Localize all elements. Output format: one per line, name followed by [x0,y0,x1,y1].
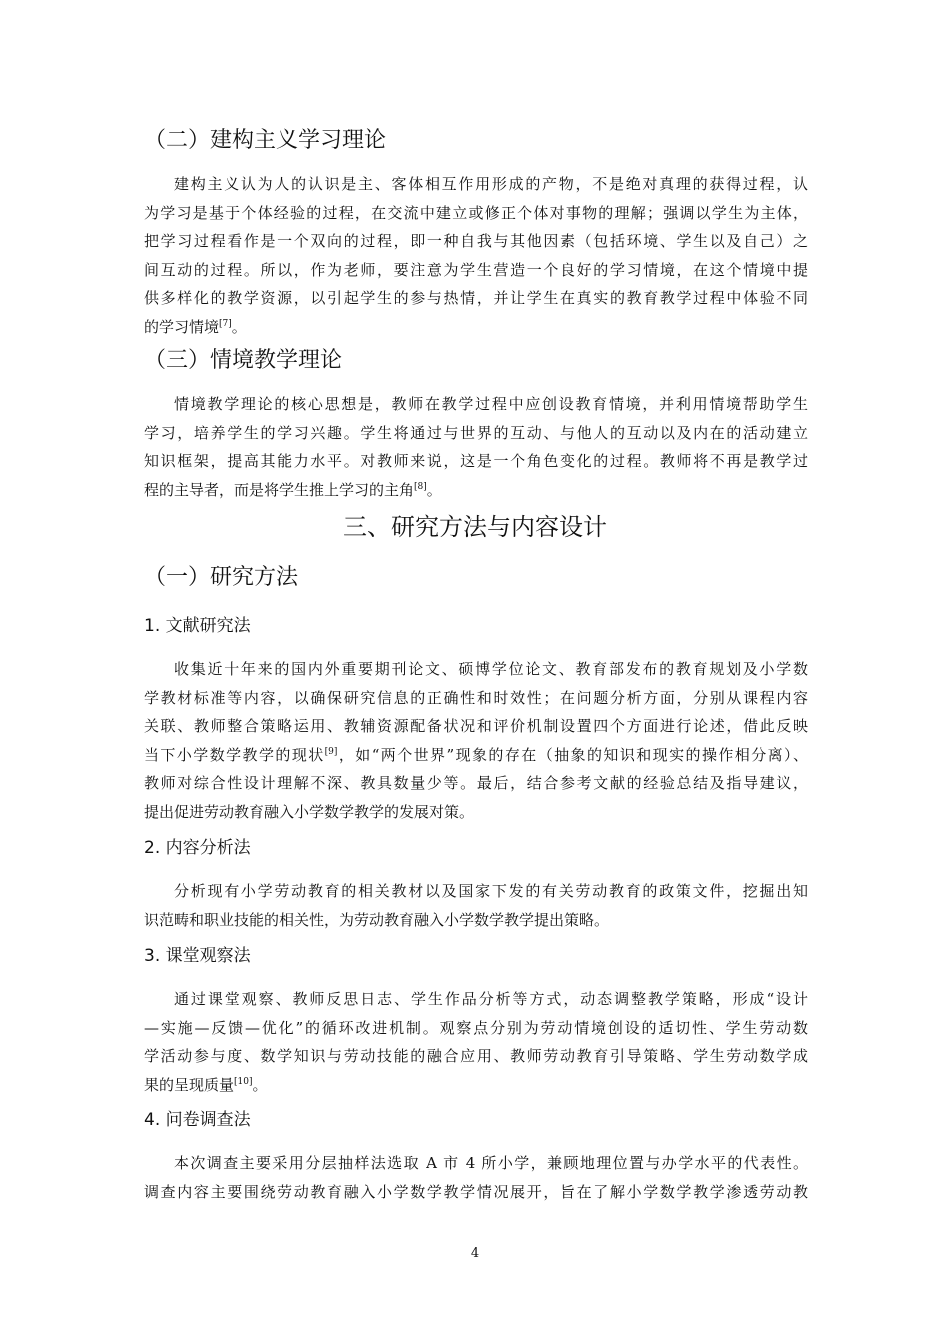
method-heading-literature: 1. 文献研究法 [144,616,251,636]
text-line: 供多样化的教学资源，以引起学生的参与热情，并让学生在真实的教育教学过程中体验不同 [144,289,808,307]
text-line: 本次调查主要采用分层抽样法选取 A 市 4 所小学，兼顾地理位置与办学水平的代表性。 [174,1154,808,1172]
text-line: 教师对综合性设计理解不深、教具数量少等。最后，结合参考文献的经验总结及指导建议， [144,774,808,792]
paragraph-content-analysis [144,877,808,934]
section-heading-constructivism: （二）建构主义学习理论 [144,128,387,153]
citation-mark: [10] [234,1076,253,1087]
text-line: 学习，培养学生的学习兴趣。学生将通过与世界的互动、与他人的互动以及内在的活动建立 [144,423,808,442]
text-line: 识范畴和职业技能的相关性，为劳动教育融入小学数学教学提出策略。 [144,910,610,929]
text-line [144,741,808,770]
text-run: 的学习情境 [144,317,220,336]
text-line: 分析现有小学劳动教育的相关教材以及国家下发的有关劳动教育的政策文件，挖掘出知 [174,882,808,900]
citation-mark: [7] [219,318,232,329]
text-line: 知识框架，提高其能力水平。对教师来说，这是一个角色变化的过程。教师将不再是教学过 [144,452,808,470]
text-run: 。 [426,480,442,499]
text-line [144,313,808,342]
page-number: 4 [470,1246,480,1261]
text-run: 程的主导者，而是将学生推上学习的主角 [144,480,415,499]
text-line: —实施—反馈—优化”的循环改进机制。观察点分别为劳动情境创设的适切性、学生劳动数 [144,1018,808,1037]
text-line: 关联、教师整合策略运用、教辅资源配备状况和评价机制设置四个方面进行论述，借此反映 [144,717,808,735]
text-run: ，如“两个世界”现象的存在（抽象的知识和现实的操作相分离）、 [337,745,808,764]
text-run: 。 [231,317,247,336]
method-heading-classroom-observation: 3. 课堂观察法 [144,946,251,966]
text-line: 把学习过程看作是一个双向的过程，即一种自我与其他因素（包括环境、学生以及自己）之 [144,232,808,250]
text-line: 为学习是基于个体经验的过程，在交流中建立或修正个体对事物的理解；强调以学生为主体， [144,203,808,222]
citation-mark: [8] [414,481,427,492]
section-heading-situational-teaching: （三）情境教学理论 [144,348,343,373]
paragraph-questionnaire [144,1149,808,1206]
text-line: 调查内容主要围绕劳动教育融入小学数学教学情况展开，旨在了解小学数学教学渗透劳动教 [144,1182,808,1201]
paragraph-classroom-observation [144,985,808,1099]
text-line [144,1071,808,1100]
paragraph-situational-teaching [144,390,808,504]
text-line: 学教材标准等内容，以确保研究信息的正确性和时效性；在问题分析方面，分别从课程内容 [144,688,808,707]
chapter-heading: 三、研究方法与内容设计 [343,513,607,541]
section-heading-research-methods: （一）研究方法 [144,565,299,590]
paragraph-literature [144,655,808,826]
paragraph-constructivism [144,170,808,341]
text-line: 建构主义认为人的认识是主、客体相互作用形成的产物，不是绝对真理的获得过程，认 [174,175,808,193]
citation-mark: [9] [324,746,338,757]
text-line [144,476,808,505]
method-heading-content-analysis: 2. 内容分析法 [144,838,251,858]
text-line: 通过课堂观察、教师反思日志、学生作品分析等方式，动态调整教学策略，形成“设计 [174,990,808,1008]
text-line: 提出促进劳动教育融入小学数学教学的发展对策。 [144,802,475,821]
text-run: 果的呈现质量 [144,1075,235,1094]
text-line: 情境教学理论的核心思想是，教师在教学过程中应创设教育情境，并利用情境帮助学生 [174,395,808,413]
text-run: 。 [252,1075,268,1094]
text-run: 当下小学数学教学的现状 [144,745,325,764]
method-heading-questionnaire: 4. 问卷调查法 [144,1110,251,1130]
text-line: 学活动参与度、数学知识与劳动技能的融合应用、教师劳动教育引导策略、学生劳动数学成 [144,1047,808,1065]
text-line: 间互动的过程。所以，作为老师，要注意为学生营造一个良好的学习情境，在这个情境中提 [144,260,808,279]
text-line: 收集近十年来的国内外重要期刊论文、硕博学位论文、教育部发布的教育规划及小学数 [174,660,808,678]
